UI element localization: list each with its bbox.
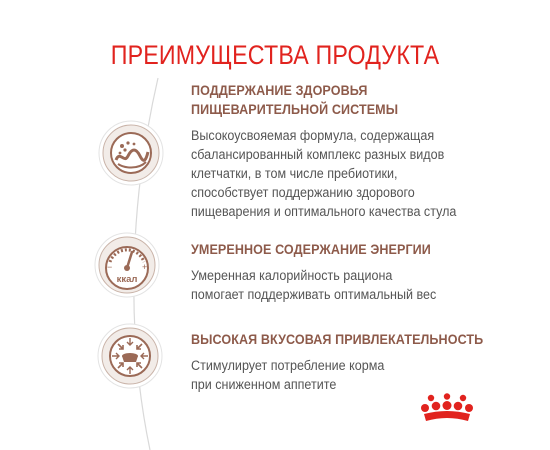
royal-canin-crown-icon: [421, 393, 473, 427]
svg-text:+: +: [142, 262, 148, 272]
benefit-digestion: [191, 81, 536, 221]
calorie-gauge-icon: [94, 232, 160, 298]
kcal-label: ккал: [116, 274, 138, 285]
benefit-heading: УМЕРЕННОЕ СОДЕРЖАНИЕ ЭНЕРГИИ: [191, 242, 431, 257]
benefit-heading: ПОДДЕРЖАНИЕ ЗДОРОВЬЯ ПИЩЕВАРИТЕЛЬНОЙ СИСТЕМЫ: [191, 83, 399, 117]
digestion-icon: [98, 120, 164, 186]
benefit-energy: [191, 240, 536, 304]
svg-text:−: −: [107, 262, 113, 272]
benefit-palatability: [191, 330, 536, 394]
benefit-description: Стимулирует потребление корма при сниженном аппетите: [191, 358, 385, 392]
benefit-description: Умеренная калорийность рациона помогает поддерживать оптимальный вес: [191, 268, 437, 302]
benefit-heading: ВЫСОКАЯ ВКУСОВАЯ ПРИВЛЕКАТЕЛЬНОСТЬ: [191, 332, 484, 347]
page-title: ПРЕИМУЩЕСТВА ПРОДУКТА: [110, 40, 440, 71]
food-bowl-icon: [97, 323, 163, 389]
benefit-description: Высокоусвояемая формула, содержащая сбалансированный комплекс разных видов клетчатки, в том числе пребиотики, способствует поддержанию здорового пищеварения и оптимального качества стула: [191, 128, 457, 219]
